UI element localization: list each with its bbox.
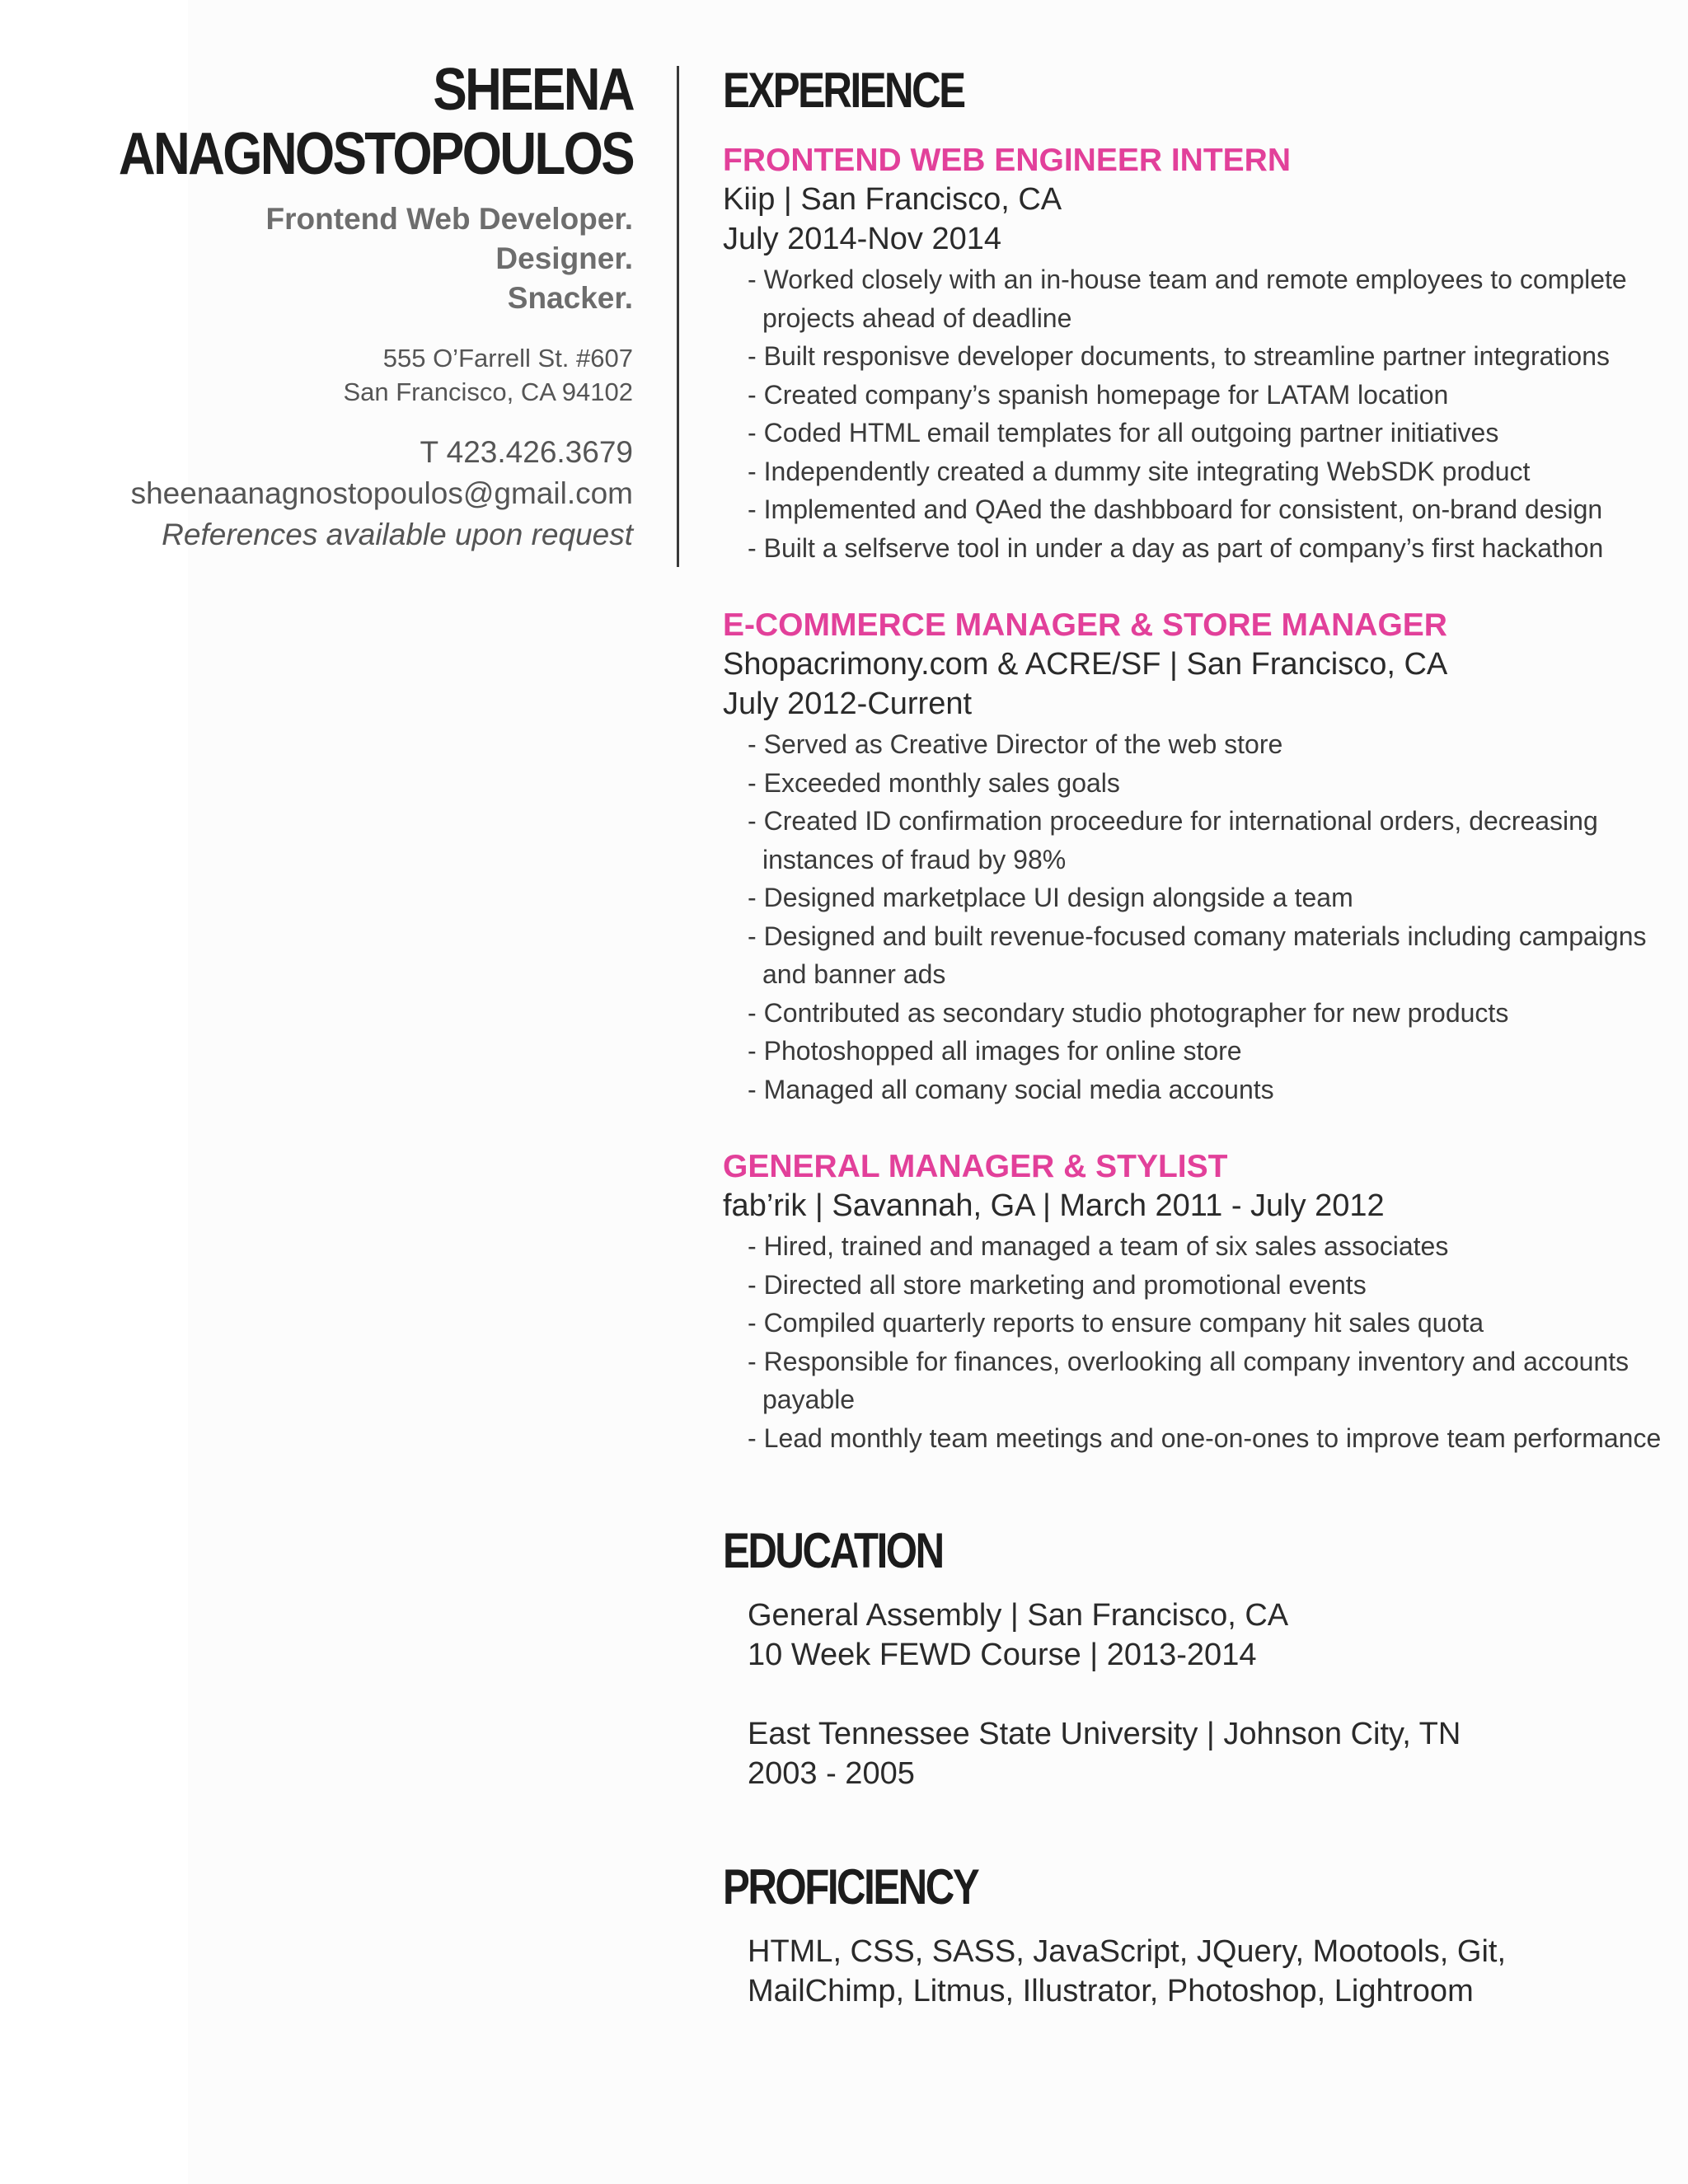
education-list <box>723 1596 1679 1793</box>
education-detail: 2003 - 2005 <box>748 1756 915 1791</box>
bullet-item: - Built responisve developer documents, to streamline partner integrations <box>748 337 1677 376</box>
job-entry <box>723 142 1679 567</box>
bullet-item: - Managed all comany social media accounts <box>748 1071 1677 1109</box>
experience-section <box>723 58 1679 1457</box>
bullet-item: - Designed and built revenue-focused comany materials including campaigns and banner ads <box>748 917 1677 994</box>
job-dates: July 2012-Current <box>723 687 973 721</box>
bullet-item: - Served as Creative Director of the web store <box>748 725 1677 764</box>
last-name: ANAGNOSTOPOULOS <box>118 121 633 187</box>
bullet-item: - Compiled quarterly reports to ensure company hit sales quota <box>748 1304 1677 1343</box>
bullet-item: - Directed all store marketing and promotional events <box>748 1266 1677 1305</box>
bullet-item: - Designed marketplace UI design alongside a team <box>748 879 1677 917</box>
education-entry <box>748 1596 1679 1675</box>
tagline-line: Snacker. <box>507 281 633 315</box>
bullet-item: - Hired, trained and managed a team of six sales associates <box>748 1227 1677 1266</box>
proficiency-section <box>723 1854 1679 2011</box>
bullet-item: - Lead monthly team meetings and one-on-ones to improve team performance <box>748 1419 1677 1458</box>
proficiency-line: MailChimp, Litmus, Illustrator, Photoshop, Lightroom <box>748 1974 1474 2008</box>
job-entry <box>723 1148 1679 1457</box>
bullet-item: - Independently created a dummy site integrating WebSDK product <box>748 452 1677 491</box>
job-company-dates: fab’rik | Savannah, GA | March 2011 - July 2012 <box>723 1188 1385 1223</box>
education-entry <box>748 1714 1679 1793</box>
job-company: Kiip | San Francisco, CA <box>723 182 1062 217</box>
education-school: General Assembly | San Francisco, CA <box>748 1598 1289 1633</box>
address <box>0 341 633 409</box>
address-street: 555 O’Farrell St. #607 <box>382 344 633 373</box>
bullet-item: - Created ID confirmation proceedure for international orders, decreasing instances of fraud by 98% <box>748 802 1677 879</box>
column-divider <box>677 66 679 567</box>
content-column <box>723 58 1679 2011</box>
education-section <box>723 1518 1679 1793</box>
contact-info <box>0 432 633 555</box>
bullet-item: - Created company’s spanish homepage for LATAM location <box>748 376 1677 415</box>
header-column <box>0 58 633 555</box>
bullet-item: - Responsible for finances, overlooking all company inventory and accounts payable <box>748 1343 1677 1419</box>
proficiency-heading: PROFICIENCY <box>723 1859 978 1915</box>
section-spacer <box>723 1457 1679 1518</box>
first-name: SHEENA <box>433 57 633 123</box>
education-detail: 10 Week FEWD Course | 2013-2014 <box>748 1638 1257 1672</box>
job-title: GENERAL MANAGER & STYLIST <box>723 1149 1228 1184</box>
proficiency-list <box>723 1932 1679 2011</box>
bullet-item: - Built a selfserve tool in under a day as part of company’s first hackathon <box>748 529 1677 568</box>
education-school: East Tennessee State University | Johnson City, TN <box>748 1717 1461 1751</box>
bullet-item: - Exceeded monthly sales goals <box>748 764 1677 803</box>
job-bullets <box>723 1227 1679 1457</box>
tagline <box>0 199 633 318</box>
bullet-item: - Implemented and QAed the dashbboard for consistent, on-brand design <box>748 490 1677 529</box>
bullet-item: - Coded HTML email templates for all outgoing partner initiatives <box>748 414 1677 452</box>
bullet-item: - Contributed as secondary studio photographer for new products <box>748 994 1677 1033</box>
job-entry <box>723 607 1679 1108</box>
job-title: FRONTEND WEB ENGINEER INTERN <box>723 143 1292 178</box>
address-city: San Francisco, CA 94102 <box>343 377 633 406</box>
job-bullets <box>723 260 1679 567</box>
references-note: References available upon request <box>162 518 633 551</box>
job-title: E-COMMERCE MANAGER & STORE MANAGER <box>723 607 1447 643</box>
tagline-line: Designer. <box>495 241 633 275</box>
section-spacer <box>723 1793 1679 1854</box>
job-dates: July 2014-Nov 2014 <box>723 222 1001 256</box>
bullet-item: - Worked closely with an in-house team and remote employees to complete projects ahead of deadline <box>748 260 1677 337</box>
proficiency-line: HTML, CSS, SASS, JavaScript, JQuery, Mootools, Git, <box>748 1934 1507 1969</box>
phone-number: T 423.426.3679 <box>420 435 633 469</box>
tagline-line: Frontend Web Developer. <box>265 202 633 236</box>
bullet-item: - Photoshopped all images for online store <box>748 1032 1677 1071</box>
job-company: Shopacrimony.com & ACRE/SF | San Francisco, CA <box>723 647 1448 682</box>
email-address[interactable]: sheenaanagnostopoulos@gmail.com <box>130 476 633 510</box>
education-heading: EDUCATION <box>723 1523 943 1578</box>
experience-heading: EXPERIENCE <box>723 63 964 118</box>
job-bullets <box>723 725 1679 1108</box>
